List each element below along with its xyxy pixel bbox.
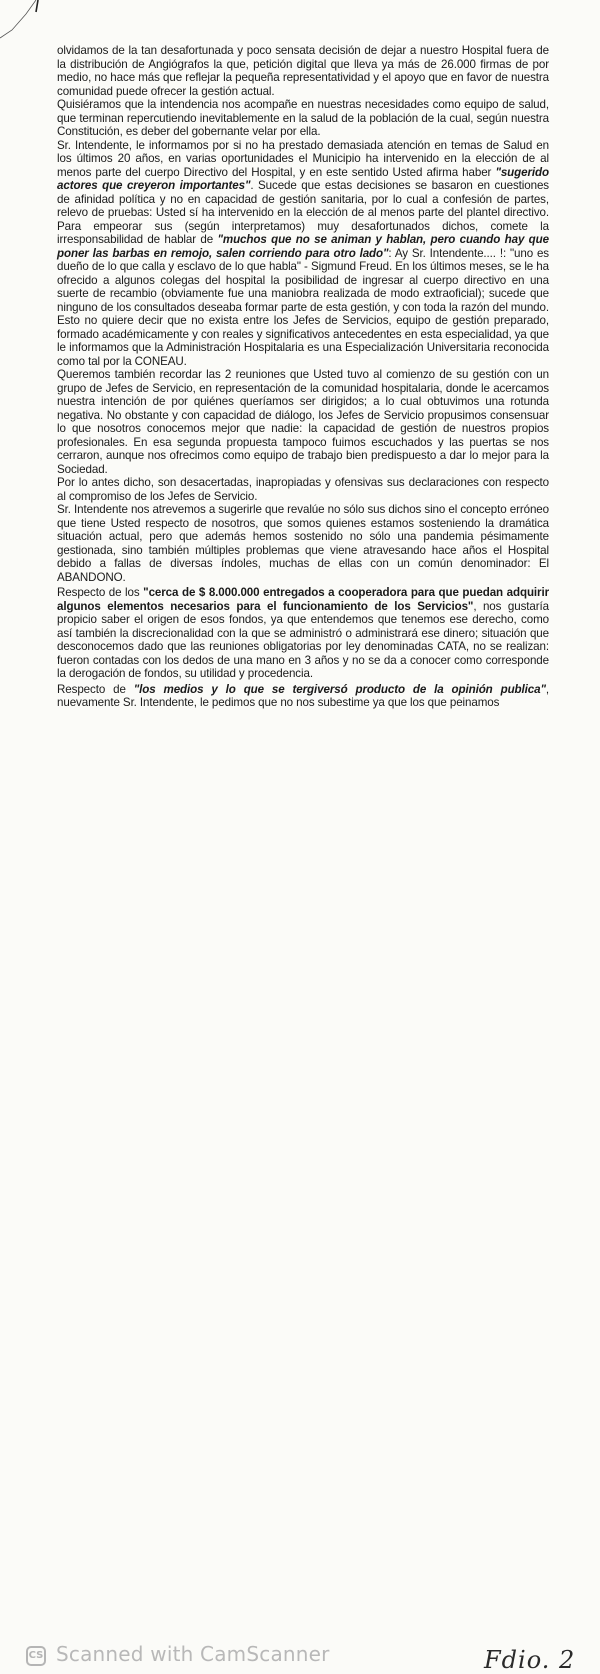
emphasized-quote: "cerca de $ 8.000.000 entregados a cooperadora para que puedan adquirir algunos elementos necesarios para el funcionamiento de los Servicios"	[57, 586, 549, 613]
letter-body	[57, 44, 549, 710]
paragraph	[57, 139, 549, 369]
paragraph-text: Quisiéramos que la intendencia nos acompañe en nuestras necesidades como equipo de salud, que terminan repercutiendo inevitablemente en la salud de la población de la cual, según nuestra Constitución, es deber del gobernante velar por ella.	[57, 98, 549, 138]
paragraph-text: Queremos también recordar las 2 reuniones que Usted tuvo al comienzo de su gestión con un grupo de Jefes de Servicio, en representación de la comunidad hospitalaria, donde le acercamos nuestra intención de por quiénes queríamos ser dirigidos; a lo cual obtuvimos una rotunda negativa. No obstante y con capacidad de diálogo, los Jefes de Servicio propusimos consensuar lo que nosotros conocemos mejor que nadie: la capacidad de gestión de nuestros propios profesionales. En esa segunda propuesta tampoco fuimos escuchados y las puertas se nos cerraron, aunque nos ofrecimos como equipo de trabajo bien predispuesto a dar lo mejor para la Sociedad.	[57, 368, 549, 476]
paragraph-text: Por lo antes dicho, son desacertadas, inapropiadas y ofensivas sus declaraciones con respecto al compromiso de los Jefes de Servicio.	[57, 476, 549, 503]
paragraph-text: olvidamos de la tan desafortunada y poco sensata decisión de dejar a nuestro Hospital fuera de la distribución de Angiógrafos la que, petición digital que lleva ya más de 26.000 firmas de por medio, no hace más que reflejar la pequeña representatividad y el apoyo que en favor de nuestra comunidad puede ofrecer la gestión actual.	[57, 44, 549, 98]
paragraph	[57, 683, 549, 710]
handwritten-folio-number: Fdio. 2	[484, 1646, 576, 1674]
paragraph-text: Respecto de	[57, 682, 134, 696]
emphasized-quote: "muchos que no se animan y hablan, pero cuando hay que poner las barbas en remojo, salen corriendo para otro lado"	[57, 233, 549, 260]
paragraph-text: Respecto de los	[57, 586, 144, 599]
paragraph	[57, 586, 549, 681]
paragraph-text: . Sucede que estas decisiones se basaron en cuestiones de afinidad política y no en capacidad de gestión sanitaria, por lo cual a confesión de partes, relevo de pruebas: Usted sí ha intervenido en la elección de al menos parte del plantel directivo. Para empeorar sus (según interpretamos) muy desafortunados dichos, comete la irresponsabilidad de hablar de	[57, 179, 549, 246]
paragraph-text: , nuevamente Sr. Intendente, le pedimos que no nos subestime ya que los que peinamos	[57, 682, 549, 709]
paragraph	[57, 44, 549, 98]
paragraph	[57, 368, 549, 476]
emphasized-quote: "los medios y lo que se tergiversó producto de la opinión publica"	[133, 682, 546, 696]
paragraph	[57, 503, 549, 584]
camscanner-logo: CS	[26, 1646, 46, 1666]
emphasized-quote: "sugerido actores que creyeron importantes"	[57, 165, 549, 192]
paragraph-text: : Ay Sr. Intendente.... !: "uno es dueño de lo que calla y esclavo de lo que habla" - Sigmund Freud. En los últimos meses, se le ha ofrecido a algunos colegas del hospital la posibilidad de ingresar al cuerpo directivo en una suerte de recambio (obviamente fue una maniobra realizada de modo extraoficial); sucede que ninguno de los consultados deseaba formar parte de esta gestión, y con toda la razón del mundo. Esto no quiere decir que no exista entre los Jefes de Servicios, equipo de gestión preparado, formado académicamente y con reales y significativos antecedentes en esta especialidad, ya que le informamos que la Administración Hospitalaria es una Especialización Universitaria reconocida como tal por la CONEAU.	[57, 246, 549, 368]
page-footer	[0, 820, 600, 1674]
paragraph	[57, 98, 549, 139]
paragraph-text: Sr. Intendente nos atrevemos a sugerirle que revalúe no sólo sus dichos sino el concepto erróneo que tiene Usted respecto de nosotros, que somos quienes estamos sosteniendo la dramática situación actual, pero que además hemos sostenido no sólo una pandemia pésimamente gestionada, sino también múltiples problemas que viene atravesando hace años el Hospital debido a fallas de diversas índoles, muchas de ellas con un común denominador: El ABANDONO.	[57, 503, 549, 584]
paragraph-text: Sr. Intendente, le informamos por si no ha prestado demasiada atención en temas de Salud en los últimos 20 años, en varias oportunidades el Municipio ha intervenido en la elección de al menos parte del cuerpo Directivo del Hospital, y en este sentido Usted afirma haber	[57, 138, 549, 179]
paragraph-text: , nos gustaría propicio saber el origen de esos fondos, ya que entendemos que tenemos ese derecho, como así también la discrecionalidad con la que se administró o administrará ese dinero; situación que desconocemos dado que las reuniones obligatorias por ley denominadas CATA, no se realizan: fueron contadas con los dedos de una mano en 3 años y no se da a conocer como corresponde la derogación de fondos, su utilidad y procedencia.	[57, 599, 549, 680]
scan-edge-mark	[0, 0, 60, 60]
paragraph	[57, 476, 549, 503]
scanner-watermark: Scanned with CamScanner	[56, 1642, 330, 1666]
